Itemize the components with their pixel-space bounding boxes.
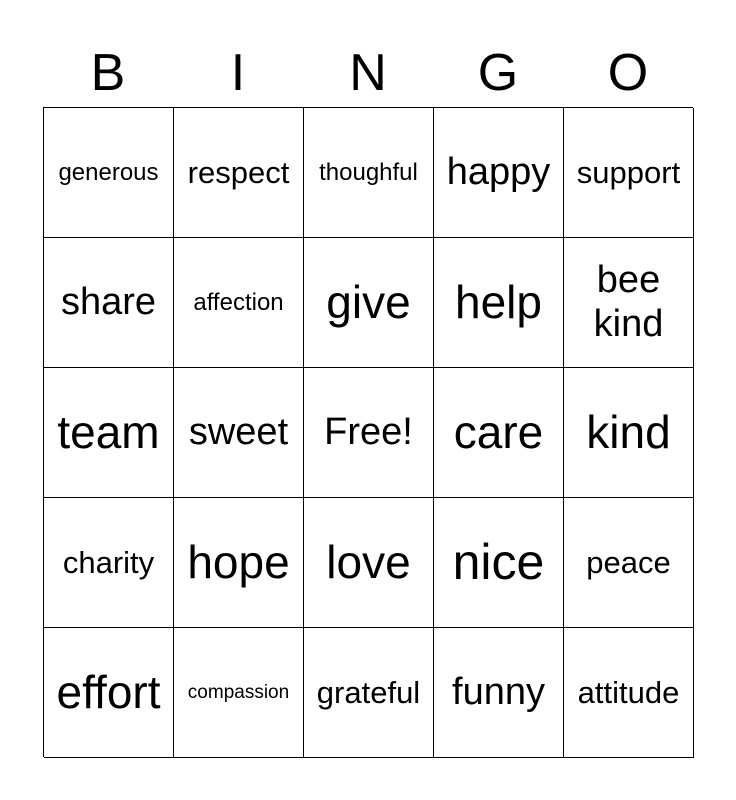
bingo-cell[interactable]: team: [44, 368, 174, 498]
bingo-cell[interactable]: happy: [434, 108, 564, 238]
header-letter-n: N: [349, 44, 387, 102]
header-letter-o: O: [607, 44, 649, 102]
bingo-cell[interactable]: respect: [174, 108, 304, 238]
bingo-cell[interactable]: generous: [44, 108, 174, 238]
bingo-header: [43, 42, 693, 104]
bingo-cell[interactable]: kind: [564, 368, 694, 498]
bingo-cell[interactable]: affection: [174, 238, 304, 368]
bingo-cell[interactable]: bee kind: [564, 238, 694, 368]
bingo-board: [43, 107, 693, 757]
bingo-cell[interactable]: funny: [434, 628, 564, 758]
header-letter-b: B: [90, 44, 126, 102]
bingo-cell[interactable]: sweet: [174, 368, 304, 498]
header-letter-i: I: [230, 44, 246, 102]
bingo-cell[interactable]: give: [304, 238, 434, 368]
bingo-cell[interactable]: attitude: [564, 628, 694, 758]
bingo-cell[interactable]: care: [434, 368, 564, 498]
bingo-cell[interactable]: support: [564, 108, 694, 238]
bingo-cell[interactable]: compassion: [174, 628, 304, 758]
bingo-cell[interactable]: help: [434, 238, 564, 368]
bingo-cell[interactable]: charity: [44, 498, 174, 628]
bingo-cell[interactable]: thoughful: [304, 108, 434, 238]
header-letter-g: G: [477, 44, 519, 102]
bingo-cell free-space[interactable]: Free!: [304, 368, 434, 498]
bingo-cell[interactable]: peace: [564, 498, 694, 628]
bingo-cell[interactable]: share: [44, 238, 174, 368]
bingo-cell[interactable]: hope: [174, 498, 304, 628]
bingo-cell[interactable]: nice: [434, 498, 564, 628]
bingo-cell[interactable]: grateful: [304, 628, 434, 758]
bingo-cell[interactable]: effort: [44, 628, 174, 758]
bingo-cell[interactable]: love: [304, 498, 434, 628]
